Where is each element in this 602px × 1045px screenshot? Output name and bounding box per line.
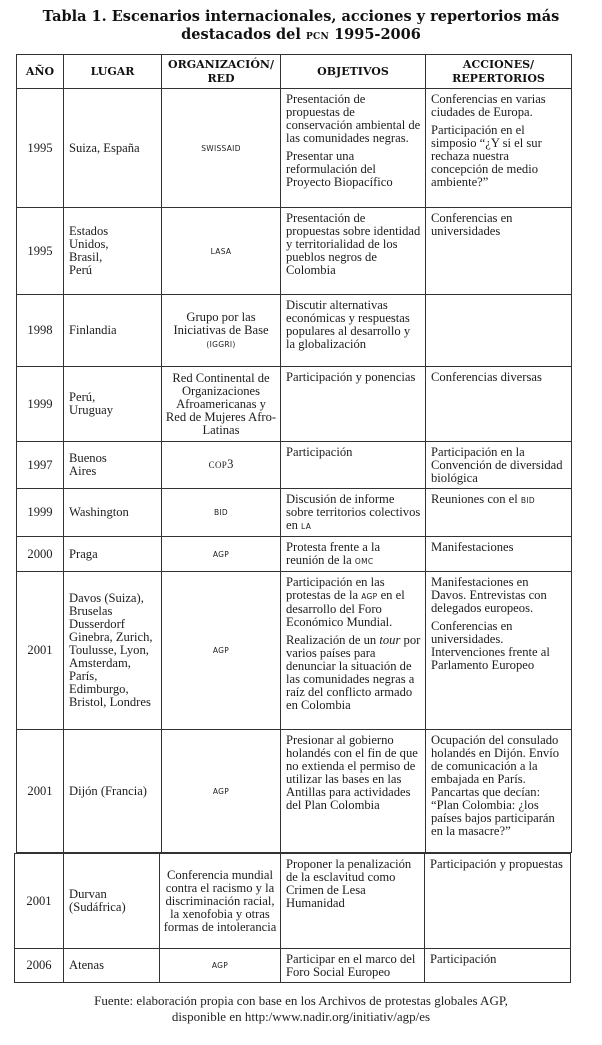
cell-org: AGP [162,572,281,730]
cell-actions [426,489,572,537]
source-line-1: Fuente: elaboración propia con base en los Archivos de protestas globales AGP, [94,993,508,1008]
cell-objectives [281,295,426,367]
action-text: Manifestaciones en Davos. Entrevistas con delegados europeos. [431,575,547,615]
cell-org: BID [162,489,281,537]
cell-year: 1995 [17,89,64,208]
action-text: Manifestaciones [431,540,514,554]
cell-actions [426,89,572,208]
table-row [17,367,572,442]
cell-place: Praga [64,537,162,572]
objective-text: Proponer la penalización de la esclavitud como Crimen de Lesa Humanidad [286,857,412,910]
cell-place: Washington [64,489,162,537]
place-text: Perú, Uruguay [69,390,114,417]
cell-place [64,367,162,442]
cell-year: 1997 [17,442,64,489]
header-actions: ACCIONES/ REPERTORIOS [426,55,572,89]
cell-place [64,442,162,489]
cell-year: 2006 [15,949,64,983]
objective-text: Presentación de propuestas de conservación ambiental de las comunidades negras. [286,92,421,145]
cell-objectives [281,489,426,537]
cell-actions [426,208,572,295]
objective-text-part: Discusión de informe sobre territorios colectivos en [286,492,421,532]
title-line-1: Tabla 1. Escenarios internacionales, acciones y repertorios más [42,8,560,25]
objective-text-part: Protesta frente a la reunión de la [286,540,381,567]
org-num: 3 [227,457,234,471]
cell-place: Finlandia [64,295,162,367]
table-row [15,854,571,949]
objective-text-part: en el desarrollo del Foro Económico Mundial. [286,588,405,629]
objective-text [286,541,421,568]
header-place: LUGAR [64,55,162,89]
objective-text-part: Realización de un [286,633,380,647]
objective-text: Participar en el marco del Foro Social Europeo [286,952,416,979]
table-row [15,949,571,983]
abbr: OMC [354,557,374,566]
cell-org: LASA [162,208,281,295]
action-text: Ocupación del consulado holandés en Dijón. Envío de comunicación a la embajada en París. Pancartas que decían: “Plan Colombia: ¿los países bajos participarán en la masacre?” [431,733,560,838]
action-text: Participación en el simposio “¿Y si el sur rechaza nuestra concepción de medio ambiente?” [431,123,542,189]
table-row [17,537,572,572]
cell-objectives [281,730,426,853]
org-abbr: (IGGRI) [206,339,236,349]
objective-text: Presentación de propuestas sobre identidad y territorialidad de los pueblos negros de Colombia [286,211,421,277]
abbr: AGP [361,592,378,601]
cell-actions [426,537,572,572]
place-text: Estados Unidos, Brasil, Perú [69,224,109,277]
cell-objectives [281,572,426,730]
cell-year: 2001 [17,730,64,853]
cell-org: AGP [160,949,281,983]
objective-text-part: Participación en las protestas de la [286,575,385,602]
cell-year: 1995 [17,208,64,295]
cell-year: 1999 [17,489,64,537]
action-text [431,493,567,507]
cell-year: 2001 [15,854,64,949]
table-row [17,489,572,537]
cell-objectives [281,89,426,208]
objective-text [286,493,421,533]
cell-actions [426,730,572,853]
cell-place: Atenas [64,949,160,983]
header-objectives: OBJETIVOS [281,55,426,89]
objective-text: Discutir alternativas económicas y respuestas populares al desarrollo y la globalización [286,298,411,351]
cell-year: 2000 [17,537,64,572]
objective-text: Participación [286,445,353,459]
cell-objectives [281,949,425,983]
cell-actions [426,367,572,442]
place-text: Durvan (Sudáfrica) [69,887,126,914]
objective-text [286,634,421,712]
cell-actions [425,949,571,983]
cell-org: Red Continental de Organizaciones Afroamericanas y Red de Mujeres Afro-Latinas [162,367,281,442]
action-text: Conferencias en varias ciudades de Europa. [431,92,546,119]
cell-place: Dijón (Francia) [64,730,162,853]
cell-year: 2001 [17,572,64,730]
data-table-lower [14,853,571,983]
objective-text [286,576,421,629]
header-org: ORGANIZACIÓN/ RED [162,55,281,89]
cell-actions [426,295,572,367]
table-row [17,442,572,489]
cell-place [64,208,162,295]
cell-objectives [281,367,426,442]
objective-text: Presentar una reformulación del Proyecto Biopacífico [286,149,393,189]
cell-org [162,442,281,489]
abbr: LA [301,522,312,531]
objective-text-part: por varios países para denunciar la situación de las comunidades negras a raíz del conflicto armado en Colombia [286,633,421,712]
cell-objectives [281,208,426,295]
title-text: destacados del [181,26,306,43]
cell-year: 1998 [17,295,64,367]
pcn-abbr: pcn [305,27,330,42]
cell-org [162,295,281,367]
table-row [17,89,572,208]
objective-text: Presionar al gobierno holandés con el fin de que no extienda el permiso de utilizar las bases en las Antillas para actividades del Plan Colombia [286,733,418,812]
title-years: 1995-2006 [329,26,421,43]
cell-objectives [281,537,426,572]
table-title [0,8,602,44]
cell-objectives [281,854,425,949]
table-header-row [17,55,572,89]
source-note [0,993,602,1025]
title-line-2 [0,26,602,44]
table-row [17,295,572,367]
cell-actions [426,572,572,730]
source-line-2: disponible en http:/www.nadir.org/initiativ/agp/es [171,1009,431,1024]
objective-text: Participación y ponencias [286,370,416,384]
table-row [17,572,572,730]
cell-year: 1999 [17,367,64,442]
action-text-part: Reuniones con el [431,492,521,506]
objective-emphasis: tour [379,633,401,647]
cell-place [64,854,160,949]
cell-actions [426,442,572,489]
place-text: Buenos Aires [69,451,107,478]
action-text: Conferencias diversas [431,370,542,384]
cell-objectives [281,442,426,489]
table-row [17,730,572,853]
cell-org: AGP [162,537,281,572]
action-text: Conferencias en universidades [431,211,513,238]
cell-actions [425,854,571,949]
action-text: Participación en la Convención de diversidad biológica [431,445,563,485]
action-text: Participación [430,952,497,966]
data-table-upper [16,54,572,853]
abbr: BID [520,496,535,505]
cell-place: Suiza, España [64,89,162,208]
cell-org: AGP [162,730,281,853]
cell-org: Conferencia mundial contra el racismo y la discriminación racial, la xenofobia y otras formas de intolerancia [160,854,281,949]
org-abbr: COP [208,460,228,470]
action-text: Conferencias en universidades. Intervenciones frente al Parlamento Europeo [431,619,550,672]
org-text: Grupo por las Iniciativas de Base [173,309,269,337]
cell-org: SWISSAID [162,89,281,208]
cell-place: Davos (Suiza), Bruselas Dusserdorf Ginebra, Zurich, Toulusse, Lyon, Amsterdam, París, Edimburgo, Bristol, Londres [64,572,162,730]
header-year: AÑO [17,55,64,89]
table-row [17,208,572,295]
action-text: Participación y propuestas [430,857,563,871]
